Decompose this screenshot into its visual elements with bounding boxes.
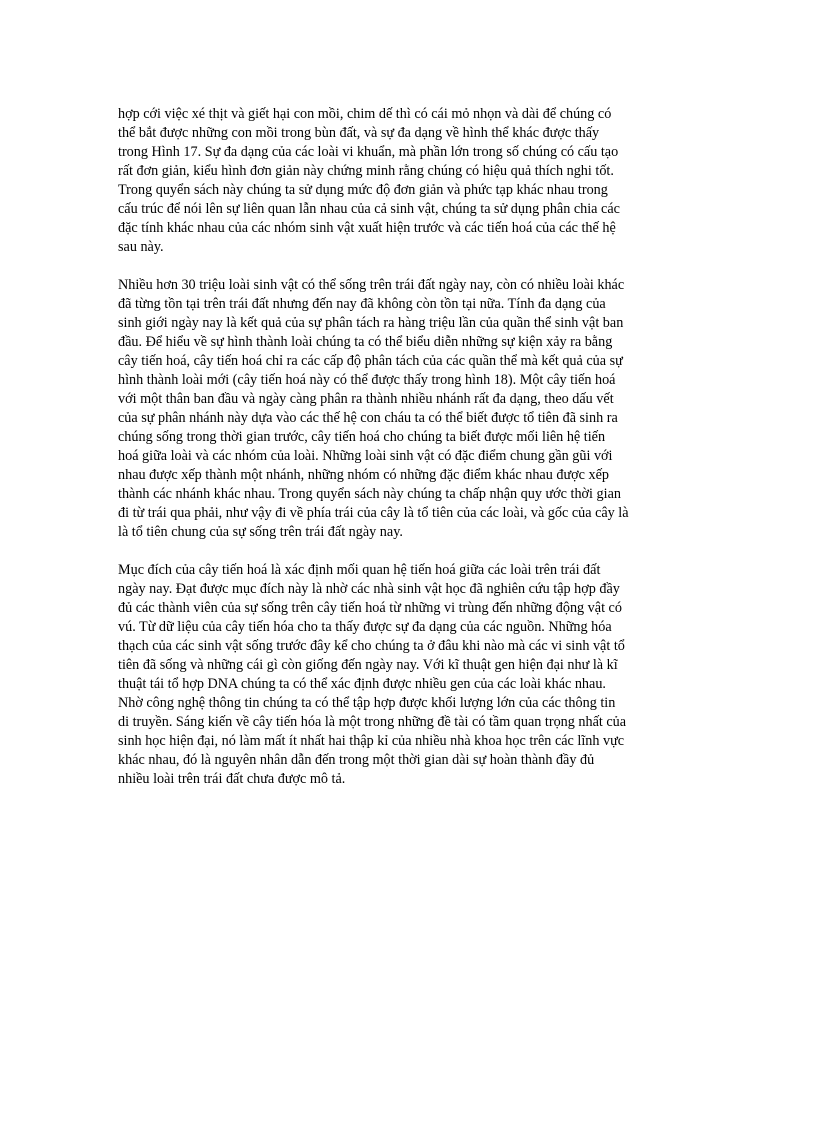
text-line: của sự phân nhánh này dựa vào các thế hệ con cháu ta có thể biết được tổ tiên đã sinh ra — [118, 410, 618, 426]
text-line: rất đơn giản, kiểu hình đơn giản này chứng minh rằng chúng có hiệu quả thích nghi tốt. — [118, 163, 614, 179]
text-line: đủ các thành viên của sự sống trên cây tiến hoá từ những vi trùng đến những động vật có — [118, 600, 622, 616]
text-line: đi từ trái qua phải, như vậy đi về phía trái của cây là tổ tiên của các loài, và gốc của cây là — [118, 505, 629, 521]
text-line: Trong quyển sách này chúng ta sử dụng mức độ đơn giản và phức tạp khác nhau trong — [118, 182, 608, 198]
text-line: cây tiến hoá, cây tiến hoá chỉ ra các cấp độ phân tách của các quần thể mà kết quả của sự — [118, 353, 623, 369]
text-line: khác nhau, đó là nguyên nhân dẫn đến trong một thời gian dài sự hoàn thành đầy đủ — [118, 752, 595, 768]
text-line: di truyền. Sáng kiến về cây tiến hóa là một trong những đề tài có tầm quan trọng nhất của — [118, 714, 627, 730]
paragraph-1 — [118, 105, 708, 257]
text-line: ngày nay. Đạt được mục đích này là nhờ các nhà sinh vật học đã nghiên cứu tập hợp đầy — [118, 581, 620, 597]
text-line: thể bắt được những con mồi trong bùn đất, và sự đa dạng về hình thể khác được thấy — [118, 125, 600, 141]
text-line: hình thành loài mới (cây tiến hoá này có thể được thấy trong hình 18). Một cây tiến hoá — [118, 372, 616, 388]
text-line: tiên đã sống và những cái gì còn giống đến ngày nay. Với kĩ thuật gen hiện đại như là kĩ — [118, 657, 618, 673]
text-line: hợp cới việc xé thịt và giết hại con mồi, chim dế thì có cái mỏ nhọn và dài để chúng có — [118, 106, 612, 122]
text-line: nhiều loài trên trái đất chưa được mô tả. — [118, 771, 346, 787]
text-line: chúng sống trong thời gian trước, cây tiến hoá cho chúng ta biết được mối liên hệ tiến — [118, 429, 606, 445]
text-line: cấu trúc để nói lên sự liên quan lẫn nhau của cả sinh vật, chúng ta sử dụng phân chia các — [118, 201, 620, 217]
text-line: đặc tính khác nhau của các nhóm sinh vật xuất hiện trước và các tiến hoá của các thế hệ — [118, 220, 616, 236]
document-body — [118, 105, 708, 808]
paragraph-2 — [118, 276, 708, 542]
text-line: hoá giữa loài và các nhóm của loài. Những loài sinh vật có đặc điểm chung gần gũi với — [118, 448, 613, 464]
text-line: đã từng tồn tại trên trái đất nhưng đến nay đã không còn tồn tại nữa. Tính đa dạng của — [118, 296, 606, 312]
text-line: trong Hình 17. Sự đa dạng của các loài vi khuẩn, mà phần lớn trong số chúng có cấu tạo — [118, 144, 619, 160]
text-line: vú. Từ dữ liệu của cây tiến hóa cho ta thấy được sự đa dạng của các nguồn. Những hóa — [118, 619, 612, 635]
text-line: Nhờ công nghệ thông tin chúng ta có thể tập hợp được khối lượng lớn của các thông tin — [118, 695, 616, 711]
text-line: đầu. Để hiểu về sự hình thành loài chúng ta có thể biểu diễn những sự kiện xảy ra bằng — [118, 334, 613, 350]
text-line: nhau được xếp thành một nhánh, những nhóm có những đặc điểm khác nhau được xếp — [118, 467, 609, 483]
text-line: là tổ tiên chung của sự sống trên trái đất ngày nay. — [118, 524, 403, 540]
text-line: Nhiều hơn 30 triệu loài sinh vật có thể sống trên trái đất ngày nay, còn có nhiều loài khác — [118, 277, 625, 293]
text-line: thạch của các sinh vật sống trước đây kể cho chúng ta ở đâu khi nào mà các vi sinh vật tổ — [118, 638, 625, 654]
text-line: thuật tái tổ hợp DNA chúng ta có thể xác định được nhiều gen của các loài khác nhau. — [118, 676, 606, 692]
text-line: với một thân ban đầu và ngày càng phân ra thành nhiều nhánh rất đa dạng, theo dấu vết — [118, 391, 614, 407]
text-line: sinh học hiện đại, nó làm mất ít nhất hai thập kỉ của nhiều nhà khoa học trên các lĩnh vực — [118, 733, 625, 749]
paragraph-3 — [118, 561, 708, 789]
text-line: sau này. — [118, 239, 164, 255]
text-line: Mục đích của cây tiến hoá là xác định mối quan hệ tiến hoá giữa các loài trên trái đất — [118, 562, 601, 578]
text-line: thành các nhánh khác nhau. Trong quyển sách này chúng ta chấp nhận quy ước thời gian — [118, 486, 621, 502]
text-line: sinh giới ngày nay là kết quả của sự phân tách ra hàng triệu lần của quần thể sinh vật ban — [118, 315, 624, 331]
